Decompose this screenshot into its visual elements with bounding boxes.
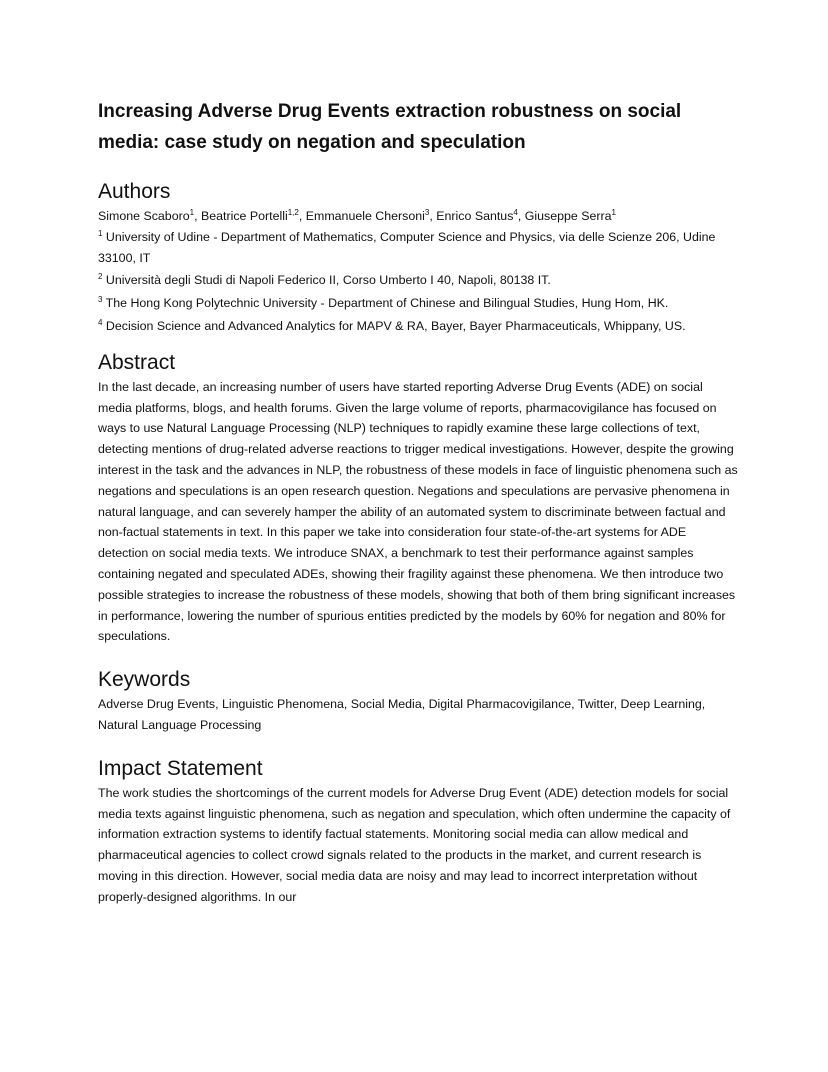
impact-statement-heading: Impact Statement bbox=[98, 756, 263, 780]
abstract-text: In the last decade, an increasing number of users have started reporting Adverse Drug Events (ADE) on social media platforms, blogs, and health forums. Given the large volume of reports, pharmacovigilance has focused on ways to use Natural Language Processing (NLP) techniques to rapidly examine these large collections of text, detecting mentions of drug-related adverse reactions to trigger medical investigations. However, despite the growing interest in the task and the advances in NLP, the robustness of these models in face of linguistic phenomena such as negations and speculations is an open research question. Negations and speculations are pervasive phenomena in natural language, and can severely hamper the ability of an automated system to discriminate between factual and non-factual statements in text. In this paper we take into consideration four state-of-the-art systems for ADE detection on social media texts. We introduce SNAX, a benchmark to test their performance against samples containing negated and speculated ADEs, showing their fragility against these phenomena. We then introduce two possible strategies to increase the robustness of these models, showing that both of them bring significant increases in performance, lowering the number of spurious entities predicted by the models by 60% for negation and 80% for speculations. bbox=[98, 379, 738, 644]
paper-page bbox=[98, 96, 738, 908]
author: Simone Scaboro$^1$ bbox=[98, 207, 195, 223]
author-list: Simone Scaboro$^1$, Beatrice Portelli$^{1,2}$, Emmanuele Chersoni$^3$, Enrico Santus$^4$, Giuseppe Serra$^1$ bbox=[98, 207, 616, 223]
affiliation: $^2$ Università degli Studi di Napoli Federico II, Corso Umberto I 40, Napoli, 80138 IT. bbox=[98, 272, 551, 288]
affiliation: $^1$ University of Udine - Department of Mathematics, Computer Science and Physics, via delle Scienze 206, Udine 33100, IT bbox=[98, 228, 716, 265]
keywords-heading: Keywords bbox=[98, 668, 191, 692]
authors-heading: Authors bbox=[98, 180, 171, 203]
author: Emmanuele Chersoni$^3$ bbox=[305, 207, 430, 223]
paper-title: Increasing Adverse Drug Events extraction robustness on social media: case study on negation and speculation bbox=[98, 101, 682, 153]
affiliation: $^4$ Decision Science and Advanced Analytics for MAPV & RA, Bayer, Bayer Pharmaceuticals, Whippany, US. bbox=[98, 317, 686, 333]
affiliation: $^3$ The Hong Kong Polytechnic University - Department of Chinese and Bilingual Studies, Hung Hom, HK. bbox=[98, 295, 669, 311]
abstract-heading: Abstract bbox=[98, 350, 176, 374]
keywords-text: Adverse Drug Events, Linguistic Phenomena, Social Media, Digital Pharmacovigilance, Twitter, Deep Learning, Natural Language Processing bbox=[98, 697, 706, 732]
author: Enrico Santus$^4$ bbox=[436, 207, 518, 223]
author: Giuseppe Serra$^1$ bbox=[524, 207, 616, 223]
author: Beatrice Portelli$^{1,2}$ bbox=[200, 207, 299, 223]
impact-statement-text: The work studies the shortcomings of the current models for Adverse Drug Event (ADE) detection models for social media texts against linguistic phenomena, such as negation and speculation, which often undermine the capacity of information extraction systems to identify factual statements. Monitoring social media can allow medical and pharmaceutical agencies to collect crowd signals related to the products in the market, and current research is moving in this direction. However, social media data are noisy and may lead to incorrect interpretation without properly-designed algorithms. In our bbox=[98, 785, 731, 904]
